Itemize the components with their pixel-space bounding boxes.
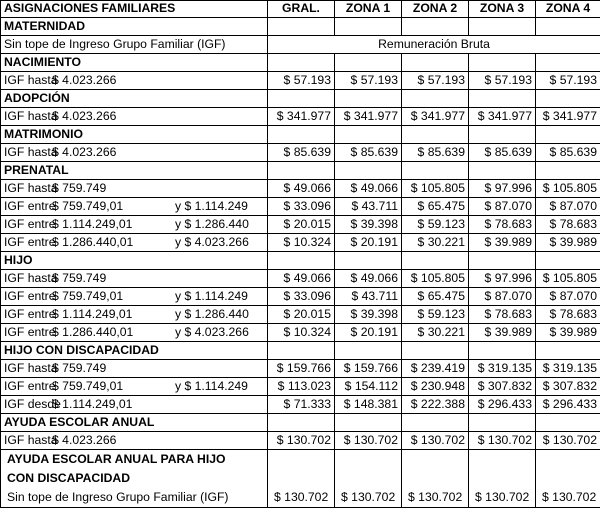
range-label: IGF entre xyxy=(4,199,52,215)
range-to: y $ 1.114.249 xyxy=(175,199,264,215)
amount-cell: $ 49.066 xyxy=(268,270,335,288)
range-from: $ 4.023.266 xyxy=(52,73,175,89)
range-from: $ 4.023.266 xyxy=(52,145,175,161)
amount-cell: $ 222.388 xyxy=(402,396,469,414)
range-description xyxy=(4,181,264,197)
empty-cell xyxy=(268,162,335,180)
range-description xyxy=(4,235,264,251)
empty-cell xyxy=(536,126,600,144)
table-row xyxy=(1,288,600,306)
amount-cell: $ 65.475 xyxy=(402,288,469,306)
section-title: MATRIMONIO xyxy=(1,126,268,144)
amount-cell: $ 307.832 xyxy=(536,378,600,396)
range-label: IGF hasta xyxy=(4,271,52,287)
range-label: IGF entre xyxy=(4,325,52,341)
amount-cell: $ 39.989 xyxy=(536,324,600,342)
empty-cell xyxy=(268,90,335,108)
column-header-zona-3: ZONA 3 xyxy=(469,1,536,18)
amount-column xyxy=(402,450,469,508)
amount-cell: $ 159.766 xyxy=(335,360,402,378)
last-section-row xyxy=(1,450,600,508)
empty-cell xyxy=(335,90,402,108)
range-label: IGF hasta xyxy=(4,145,52,161)
last-section-description xyxy=(1,450,268,508)
row-description xyxy=(1,396,268,414)
amount-cell: $ 105.805 xyxy=(536,180,600,198)
table-row xyxy=(1,270,600,288)
table-row xyxy=(1,108,600,126)
amount-cell: $ 130.702 xyxy=(539,488,597,507)
empty-line xyxy=(405,469,465,488)
range-to: y $ 4.023.266 xyxy=(175,235,264,251)
amount-cell: $ 20.191 xyxy=(335,234,402,252)
range-to xyxy=(175,361,264,377)
section-title-row xyxy=(1,414,600,432)
range-from: $ 1.286.440,01 xyxy=(52,235,175,251)
amount-cell: $ 57.193 xyxy=(536,72,600,90)
range-description xyxy=(4,199,264,215)
section-title: NACIMIENTO xyxy=(1,54,268,72)
amount-cell: $ 78.683 xyxy=(469,306,536,324)
amount-cell: $ 71.333 xyxy=(268,396,335,414)
amount-column xyxy=(268,450,335,508)
section-title: HIJO CON DISCAPACIDAD xyxy=(1,342,268,360)
amount-cell: $ 57.193 xyxy=(469,72,536,90)
amount-cell: $ 85.639 xyxy=(335,144,402,162)
amount-cell: $ 105.805 xyxy=(402,180,469,198)
amount-cell: $ 130.702 xyxy=(405,488,465,507)
empty-cell xyxy=(268,54,335,72)
table-row xyxy=(1,324,600,342)
empty-cell xyxy=(402,54,469,72)
amount-cell: $ 130.702 xyxy=(402,432,469,450)
empty-cell xyxy=(402,18,469,36)
range-to xyxy=(175,433,264,449)
amount-cell: $ 20.015 xyxy=(268,216,335,234)
empty-cell xyxy=(335,162,402,180)
table-row xyxy=(1,36,600,54)
range-to xyxy=(175,397,264,413)
amount-cell: $ 105.805 xyxy=(402,270,469,288)
range-label: IGF entre xyxy=(4,379,52,395)
empty-cell xyxy=(469,162,536,180)
empty-cell xyxy=(469,126,536,144)
range-label: IGF desde xyxy=(4,397,52,413)
row-description xyxy=(1,432,268,450)
row-label: Sin tope de Ingreso Grupo Familiar (IGF) xyxy=(4,37,226,51)
amount-cell: $ 49.066 xyxy=(268,180,335,198)
range-description xyxy=(4,289,264,305)
amount-cell: $ 33.096 xyxy=(268,198,335,216)
section-title: ADOPCIÓN xyxy=(1,90,268,108)
empty-cell xyxy=(268,18,335,36)
range-label: IGF hasta xyxy=(4,73,52,89)
range-label: IGF entre xyxy=(4,289,52,305)
range-description xyxy=(4,217,264,233)
amount-cell: $ 33.096 xyxy=(268,288,335,306)
range-label: IGF entre xyxy=(4,235,52,251)
amount-cell: $ 130.702 xyxy=(335,432,402,450)
amount-cell: $ 65.475 xyxy=(402,198,469,216)
empty-cell xyxy=(335,414,402,432)
amount-cell: $ 319.135 xyxy=(469,360,536,378)
amount-cell: $ 154.112 xyxy=(335,378,402,396)
range-description xyxy=(4,397,264,413)
range-label: IGF entre xyxy=(4,307,52,323)
row-description xyxy=(1,198,268,216)
section-title-row xyxy=(1,252,600,270)
range-to: y $ 1.286.440 xyxy=(175,307,264,323)
range-from: $ 759.749,01 xyxy=(52,199,175,215)
range-description xyxy=(4,325,264,341)
range-description xyxy=(4,109,264,125)
amount-cell: $ 59.123 xyxy=(402,306,469,324)
amount-cell: $ 296.433 xyxy=(469,396,536,414)
amount-cell: $ 78.683 xyxy=(536,306,600,324)
range-label: IGF hasta xyxy=(4,181,52,197)
row-label: Sin tope de Ingreso Grupo Familiar (IGF) xyxy=(4,488,264,507)
amount-cell: $ 341.977 xyxy=(469,108,536,126)
section-title: AYUDA ESCOLAR ANUAL xyxy=(1,414,268,432)
amount-cell: $ 230.948 xyxy=(402,378,469,396)
table-row xyxy=(1,432,600,450)
empty-cell xyxy=(402,342,469,360)
section-title: PRENATAL xyxy=(1,162,268,180)
range-description xyxy=(4,361,264,377)
empty-line xyxy=(405,450,465,469)
empty-line xyxy=(271,450,331,469)
empty-cell xyxy=(402,414,469,432)
row-description xyxy=(1,108,268,126)
amount-cell: $ 307.832 xyxy=(469,378,536,396)
empty-line xyxy=(539,469,597,488)
empty-cell xyxy=(536,162,600,180)
empty-cell xyxy=(536,252,600,270)
amount-cell: $ 43.711 xyxy=(335,198,402,216)
amount-cell: $ 341.977 xyxy=(335,108,402,126)
amount-cell: $ 87.070 xyxy=(469,288,536,306)
amount-column xyxy=(469,450,536,508)
empty-cell xyxy=(402,252,469,270)
amount-cell: $ 319.135 xyxy=(536,360,600,378)
amount-cell: $ 87.070 xyxy=(536,288,600,306)
table-title: ASIGNACIONES FAMILIARES xyxy=(1,1,268,18)
amount-cell: $ 130.702 xyxy=(268,432,335,450)
range-to: y $ 1.114.249 xyxy=(175,379,264,395)
empty-cell xyxy=(268,342,335,360)
empty-cell xyxy=(268,252,335,270)
empty-cell xyxy=(536,342,600,360)
amount-cell: $ 130.702 xyxy=(472,488,532,507)
row-description xyxy=(1,288,268,306)
range-from: $ 759.749 xyxy=(52,181,175,197)
amount-cell: $ 57.193 xyxy=(402,72,469,90)
range-from: $ 759.749 xyxy=(52,361,175,377)
range-description xyxy=(4,379,264,395)
range-description xyxy=(4,307,264,323)
table-row xyxy=(1,378,600,396)
header-row xyxy=(1,1,600,18)
amount-cell: $ 87.070 xyxy=(536,198,600,216)
range-from: $ 759.749 xyxy=(52,271,175,287)
empty-cell xyxy=(469,18,536,36)
range-label: IGF entre xyxy=(4,217,52,233)
amount-cell: $ 59.123 xyxy=(402,216,469,234)
range-from: $ 4.023.266 xyxy=(52,109,175,125)
empty-line xyxy=(338,469,398,488)
section-title-row xyxy=(1,342,600,360)
section-title-row xyxy=(1,54,600,72)
row-description xyxy=(1,72,268,90)
amount-cell: $ 49.066 xyxy=(335,270,402,288)
amount-cell: $ 296.433 xyxy=(536,396,600,414)
empty-cell xyxy=(268,126,335,144)
range-from: $ 759.749,01 xyxy=(52,289,175,305)
range-to: y $ 4.023.266 xyxy=(175,325,264,341)
amount-cell: $ 20.015 xyxy=(268,306,335,324)
column-header-zona-1: ZONA 1 xyxy=(335,1,402,18)
amount-cell: $ 87.070 xyxy=(469,198,536,216)
range-to: y $ 1.286.440 xyxy=(175,217,264,233)
range-to xyxy=(175,73,264,89)
range-description xyxy=(4,73,264,89)
range-from: $ 1.114.249,01 xyxy=(52,307,175,323)
amount-cell: $ 39.398 xyxy=(335,216,402,234)
empty-cell xyxy=(335,126,402,144)
row-description xyxy=(1,324,268,342)
range-from: $ 759.749,01 xyxy=(52,379,175,395)
merged-value: Remuneración Bruta xyxy=(268,36,600,54)
amount-cell: $ 20.191 xyxy=(335,324,402,342)
empty-cell xyxy=(536,414,600,432)
section-title: MATERNIDAD xyxy=(1,18,268,36)
range-to: y $ 1.114.249 xyxy=(175,289,264,305)
table-row xyxy=(1,198,600,216)
table-row xyxy=(1,306,600,324)
empty-cell xyxy=(536,90,600,108)
column-header-gral: GRAL. xyxy=(268,1,335,18)
amount-cell: $ 341.977 xyxy=(402,108,469,126)
empty-cell xyxy=(268,414,335,432)
section-title: HIJO xyxy=(1,252,268,270)
range-from: $ 4.023.266 xyxy=(52,433,175,449)
range-label: IGF hasta xyxy=(4,361,52,377)
section-title-row xyxy=(1,162,600,180)
amount-cell: $ 148.381 xyxy=(335,396,402,414)
amount-cell: $ 97.996 xyxy=(469,270,536,288)
range-to xyxy=(175,109,264,125)
empty-line xyxy=(539,450,597,469)
range-to xyxy=(175,145,264,161)
empty-cell xyxy=(469,414,536,432)
table-row xyxy=(1,180,600,198)
amount-cell: $ 85.639 xyxy=(268,144,335,162)
amount-cell: $ 105.805 xyxy=(536,270,600,288)
section-title-row xyxy=(1,18,600,36)
table-row xyxy=(1,216,600,234)
amount-cell: $ 39.989 xyxy=(536,234,600,252)
empty-cell xyxy=(402,162,469,180)
amount-cell: $ 85.639 xyxy=(402,144,469,162)
range-description xyxy=(4,145,264,161)
column-header-zona-2: ZONA 2 xyxy=(402,1,469,18)
empty-cell xyxy=(469,342,536,360)
amount-cell: $ 239.419 xyxy=(402,360,469,378)
table-row xyxy=(1,234,600,252)
amount-cell: $ 39.398 xyxy=(335,306,402,324)
amount-cell: $ 43.711 xyxy=(335,288,402,306)
empty-line xyxy=(472,450,532,469)
amount-cell: $ 57.193 xyxy=(335,72,402,90)
range-from: $ 1.114.249,01 xyxy=(52,217,175,233)
section-title: AYUDA ESCOLAR ANUAL PARA HIJO xyxy=(4,450,264,469)
section-title-row xyxy=(1,126,600,144)
amount-cell: $ 39.989 xyxy=(469,234,536,252)
range-description xyxy=(4,433,264,449)
range-from: $ 1.114.249,01 xyxy=(52,397,175,413)
amount-cell: $ 39.989 xyxy=(469,324,536,342)
range-label: IGF hasta xyxy=(4,109,52,125)
empty-line xyxy=(271,469,331,488)
empty-cell xyxy=(335,252,402,270)
empty-cell xyxy=(536,54,600,72)
row-description xyxy=(1,180,268,198)
section-title-row xyxy=(1,90,600,108)
empty-cell xyxy=(335,342,402,360)
amount-cell: $ 130.702 xyxy=(338,488,398,507)
empty-cell xyxy=(469,54,536,72)
range-from: $ 1.286.440,01 xyxy=(52,325,175,341)
range-label: IGF hasta xyxy=(4,433,52,449)
amount-column xyxy=(536,450,600,508)
amount-cell: $ 85.639 xyxy=(469,144,536,162)
amount-cell: $ 130.702 xyxy=(536,432,600,450)
empty-cell xyxy=(536,18,600,36)
row-description xyxy=(1,270,268,288)
row-description xyxy=(1,144,268,162)
amount-cell: $ 30.221 xyxy=(402,324,469,342)
amount-cell: $ 57.193 xyxy=(268,72,335,90)
range-to xyxy=(175,181,264,197)
range-description xyxy=(4,271,264,287)
amount-cell: $ 10.324 xyxy=(268,324,335,342)
table-row xyxy=(1,360,600,378)
amount-cell: $ 49.066 xyxy=(335,180,402,198)
amount-cell: $ 30.221 xyxy=(402,234,469,252)
row-description xyxy=(1,306,268,324)
empty-cell xyxy=(335,18,402,36)
amount-cell: $ 159.766 xyxy=(268,360,335,378)
amount-cell: $ 78.683 xyxy=(469,216,536,234)
amount-cell: $ 85.639 xyxy=(536,144,600,162)
empty-line xyxy=(472,469,532,488)
amount-cell: $ 130.702 xyxy=(469,432,536,450)
empty-line xyxy=(338,450,398,469)
column-header-zona-4: ZONA 4 xyxy=(536,1,600,18)
table-row xyxy=(1,72,600,90)
empty-cell xyxy=(469,252,536,270)
table-row xyxy=(1,396,600,414)
amount-cell: $ 341.977 xyxy=(536,108,600,126)
amount-cell: $ 341.977 xyxy=(268,108,335,126)
empty-cell xyxy=(402,90,469,108)
amount-cell: $ 78.683 xyxy=(536,216,600,234)
row-description xyxy=(1,234,268,252)
amount-cell: $ 113.023 xyxy=(268,378,335,396)
row-description xyxy=(1,36,268,54)
section-title-continued: CON DISCAPACIDAD xyxy=(4,469,264,488)
row-description xyxy=(1,216,268,234)
amount-cell: $ 10.324 xyxy=(268,234,335,252)
amount-cell: $ 130.702 xyxy=(271,488,331,507)
empty-cell xyxy=(402,126,469,144)
row-description xyxy=(1,378,268,396)
table-row xyxy=(1,144,600,162)
empty-cell xyxy=(335,54,402,72)
empty-cell xyxy=(469,90,536,108)
amount-cell: $ 97.996 xyxy=(469,180,536,198)
range-to xyxy=(175,271,264,287)
amount-column xyxy=(335,450,402,508)
row-description xyxy=(1,360,268,378)
